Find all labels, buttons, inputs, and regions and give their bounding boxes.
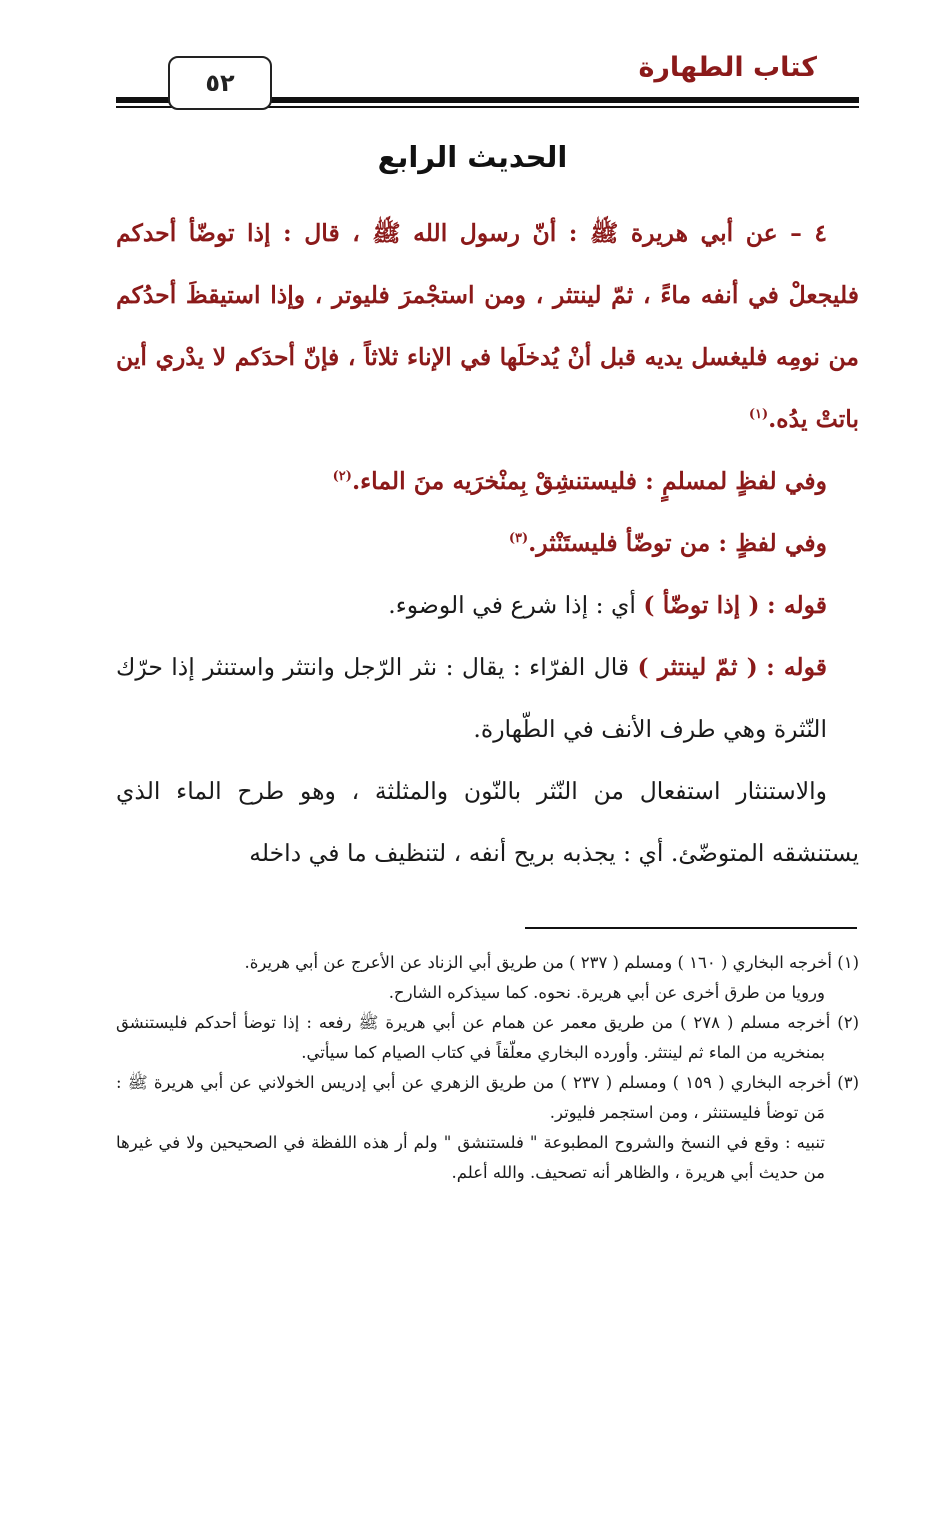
commentary-2 [116, 636, 859, 760]
commentary-3-text: والاستنثار استفعال من النّثر بالنّون والمثلثة ، وهو طرح الماء الذي يستنشقه المتوضّئ. أي : يجذبه بريح أنفه ، لتنظيف ما في داخله [116, 777, 859, 867]
footnote-ref-2: (٢) [332, 469, 352, 485]
main-text [116, 202, 859, 884]
footnote-1-number: (١) [837, 953, 859, 972]
footnote-2 [116, 1008, 859, 1068]
variant-1 [116, 450, 859, 512]
commentary-1 [116, 574, 859, 636]
commentary-1-quote: ( إذا توضّأ ) [643, 591, 760, 619]
footnote-1 [116, 948, 859, 978]
footnote-3-number: (٣) [837, 1073, 860, 1092]
variant-1-text: وفي لفظٍ لمسلمٍ : فليستنشِقْ بِمنْخرَيه منَ الماء. [351, 467, 827, 495]
footnote-ref-1: (١) [748, 407, 769, 423]
footnotes [116, 948, 859, 1188]
footnote-2-text: أخرجه مسلم ( ٢٧٨ ) من طريق معمر عن همام عن أبي هريرة ﷺ رفعه : إذا توضأ أحدكم فليستنشق بمنخريه من الماء ثم لينتثر. وأورده البخاري معلّقاً في كتاب الصيام كما سيأتي. [116, 1013, 831, 1062]
footnote-ref-3: (٣) [508, 531, 529, 547]
footnote-3-note: تنبيه : وقع في النسخ والشروح المطبوعة " فلستنشق " ولم أر هذه اللفظة في الصحيحين ولا في غيرها من حديث أبي هريرة ، والظاهر أنه تصحيف. والله أعلم. [116, 1133, 825, 1182]
footnote-separator [525, 927, 857, 929]
commentary-2-quote: ( ثمّ لينتثر ) [637, 653, 758, 681]
footnote-3 [116, 1068, 859, 1128]
footnote-1-extra: ورويا من طرق أخرى عن أبي هريرة. نحوه. كما سيذكره الشارح. [388, 983, 825, 1002]
book-title: كتاب الطهارة [638, 52, 817, 83]
section-title: الحديث الرابع [377, 140, 568, 174]
hadith-body: ٤ – عن أبي هريرة ﷺ : أنّ رسول الله ﷺ ، قال : إذا توضّأ أحدكم فليجعلْ في أنفه ماءً ، ثمّ لينتثر ، ومن استجْمرَ فليوتر ، وإذا استيقظَ أحدُكم من نومِه فليغسل يديه قبل أنْ يُدخلَها في الإناء ثلاثاً ، فإنّ أحدَكم لا يدْري أين باتتْ يدُه. [116, 219, 859, 433]
commentary-1-text: أي : إذا شرع في الوضوء. [388, 591, 644, 619]
variant-2-text: وفي لفظٍ : من توضّأ فليستَنْثر. [528, 529, 827, 557]
variant-2 [116, 512, 859, 574]
footnote-3-text: أخرجه البخاري ( ١٥٩ ) ومسلم ( ٢٣٧ ) من طريق الزهري عن أبي إدريس الخولاني عن أبي هريرة ﷺ : مَن توضأ فليستنثر ، ومن استجمر فليوتر. [116, 1073, 832, 1122]
commentary-1-label: قوله : [767, 591, 827, 619]
commentary-3 [116, 760, 859, 884]
page-header [0, 0, 945, 115]
footnote-1-text: أخرجه البخاري ( ١٦٠ ) ومسلم ( ٢٣٧ ) من طريق أبي الزناد عن الأعرج عن أبي هريرة. [244, 953, 832, 972]
hadith-text [116, 202, 859, 450]
page-number: ٥٢ [168, 56, 272, 110]
footnote-2-number: (٢) [837, 1013, 860, 1032]
commentary-2-text: قال الفرّاء : يقال : نثر الرّجل وانتثر واستنثر إذا حرّك النّثرة وهي طرف الأنف في الطّهارة. [116, 653, 827, 743]
commentary-2-label: قوله : [766, 653, 827, 681]
